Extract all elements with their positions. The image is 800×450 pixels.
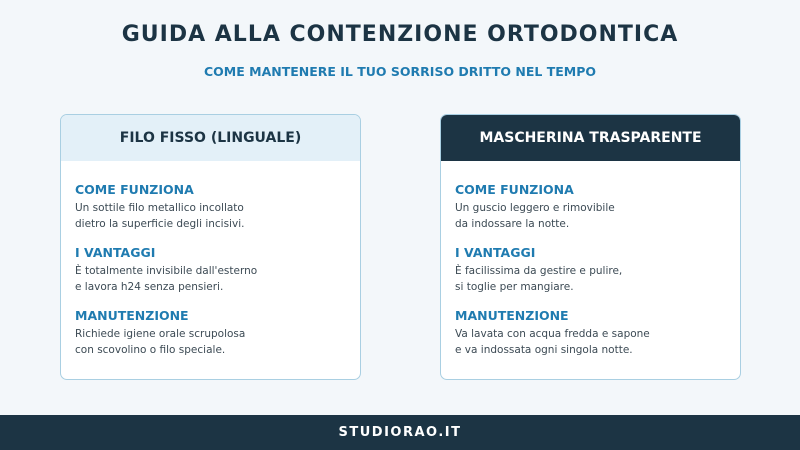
card-mascherina-trasparente <box>440 114 741 380</box>
page-subtitle: COME MANTENERE IL TUO SORRISO DRITTO NEL TEMPO <box>204 64 596 79</box>
section-heading: I VANTAGGI <box>75 245 156 260</box>
section-manutenzione <box>455 308 726 358</box>
section-text <box>455 326 726 358</box>
card-body <box>441 161 740 358</box>
footer-brand: STUDIORAO.IT <box>338 425 462 440</box>
section-text <box>455 200 726 232</box>
section-come-funziona <box>455 182 726 232</box>
card-title: MASCHERINA TRASPARENTE <box>441 115 740 161</box>
section-text <box>75 326 346 358</box>
card-body <box>61 161 360 358</box>
text-line: con scovolino o filo speciale. <box>75 344 226 356</box>
section-text <box>75 263 346 295</box>
section-vantaggi <box>455 245 726 295</box>
section-come-funziona <box>75 182 346 232</box>
page-title: GUIDA ALLA CONTENZIONE ORTODONTICA <box>121 22 679 47</box>
section-heading: MANUTENZIONE <box>455 308 569 323</box>
text-line: e lavora h24 senza pensieri. <box>75 281 224 293</box>
section-text <box>455 263 726 295</box>
section-vantaggi <box>75 245 346 295</box>
text-line: e va indossata ogni singola notte. <box>455 344 633 356</box>
text-line: Va lavata con acqua fredda e sapone <box>455 328 650 340</box>
section-heading: MANUTENZIONE <box>75 308 189 323</box>
card-title: FILO FISSO (LINGUALE) <box>61 115 360 161</box>
section-heading: COME FUNZIONA <box>455 182 574 197</box>
text-line: da indossare la notte. <box>455 218 570 230</box>
text-line: dietro la superficie degli incisivi. <box>75 218 245 230</box>
section-manutenzione <box>75 308 346 358</box>
text-line: Un guscio leggero e rimovibile <box>455 202 615 214</box>
text-line: Richiede igiene orale scrupolosa <box>75 328 246 340</box>
footer-bar <box>0 415 800 450</box>
text-line: si toglie per mangiare. <box>455 281 574 293</box>
text-line: È facilissima da gestire e pulire, <box>455 265 623 277</box>
text-line: È totalmente invisibile dall'esterno <box>75 265 258 277</box>
card-filo-fisso <box>60 114 361 380</box>
section-heading: COME FUNZIONA <box>75 182 194 197</box>
section-heading: I VANTAGGI <box>455 245 536 260</box>
text-line: Un sottile filo metallico incollato <box>75 202 244 214</box>
section-text <box>75 200 346 232</box>
